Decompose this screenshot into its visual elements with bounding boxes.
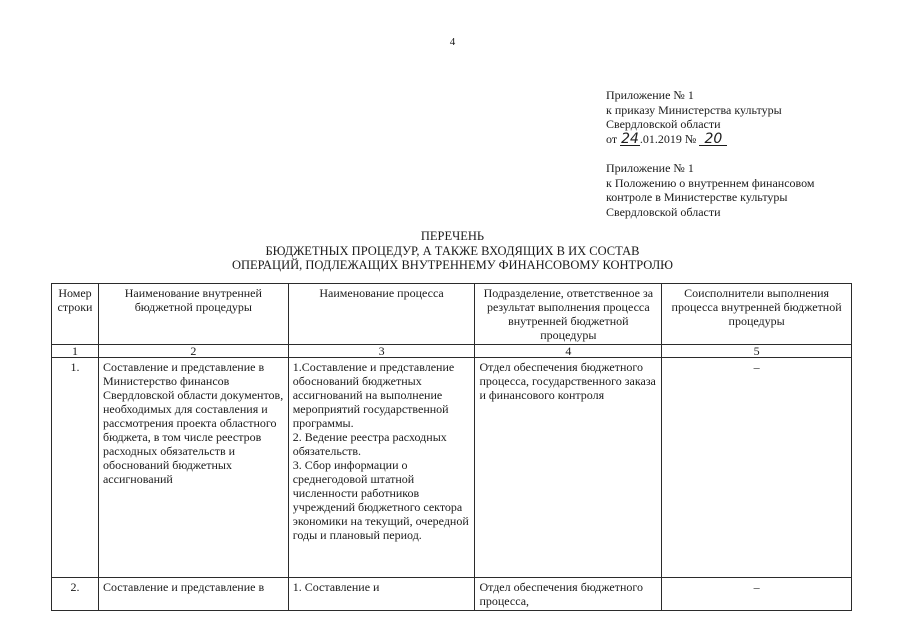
department-cell: Отдел обеспечения бюджетного процесса, государственного заказа и финансового контроля [475,358,662,578]
table-row [52,358,852,578]
procedures-table [51,283,852,611]
title-line-2: БЮДЖЕТНЫХ ПРОЦЕДУР, А ТАКЖЕ ВХОДЯЩИХ В ИХ СОСТАВ [265,243,640,258]
procedure-cell: Составление и представление в Министерство финансов Свердловской области документов, необходимых для составления и рассмотрения проекта областного бюджета, в том числе реестров расходных обязательств и обоснований бюджетных ассигнований [98,358,288,578]
row-number-cell: 1. [52,358,99,578]
appendix-regulation-block [606,161,815,219]
appendix-order-line3: Свердловской области [606,117,721,131]
column-number: 1 [52,345,99,358]
process-item: 2. Ведение реестра расходных обязательств. [292,430,447,458]
process-cell [288,358,475,578]
handwritten-date-day: 24 [621,130,639,147]
title-line-1: ПЕРЕЧЕНЬ [420,229,485,243]
document-title [0,229,905,273]
process-item: 1.Составление и представление обоснований бюджетных ассигнований на выполнение мероприятий государственной программы. [292,360,455,430]
appendix-order-block [606,88,782,146]
row-number-cell: 2. [52,578,99,611]
date-rest: .01.2019 № [639,131,697,146]
handwritten-order-number: 20 [699,133,727,146]
header-process-name: Наименование процесса [288,284,475,345]
column-number: 5 [662,345,852,358]
co-executors-cell: – [662,578,852,611]
appendix-regulation-line4: Свердловской области [606,204,721,219]
appendix-order-line2: к приказу Министерства культуры [606,102,782,117]
page-number: 4 [449,36,456,48]
co-executors-cell: – [662,358,852,578]
header-co-executors: Соисполнители выполнения процесса внутренней бюджетной процедуры [662,284,852,345]
process-cell: 1. Составление и [288,578,475,611]
department-cell: Отдел обеспечения бюджетного процесса, [475,578,662,611]
appendix-regulation-line3: контроле в Министерстве культуры [606,190,788,204]
appendix-order-title: Приложение № 1 [606,88,694,102]
header-row-number: Номер строки [52,284,99,345]
process-item: 3. Сбор информации о среднегодовой штатной численности работников учреждений бюджетного сектора экономики на текущий, очередной годы и плановый период. [292,458,469,542]
column-number: 3 [288,345,475,358]
title-line-3: ОПЕРАЦИЙ, ПОДЛЕЖАЩИХ ВНУТРЕННЕМУ ФИНАНСОВОМУ КОНТРОЛЮ [231,258,674,272]
procedure-cell: Составление и представление в [98,578,288,611]
column-number-row [52,345,852,358]
table-row [52,578,852,611]
header-responsible-department: Подразделение, ответственное за результат выполнения процесса внутренней бюджетной процедуры [475,284,662,345]
table-header-row [52,284,852,345]
date-prefix: от [606,131,618,146]
appendix-regulation-title: Приложение № 1 [606,161,694,175]
column-number: 2 [98,345,288,358]
header-procedure-name: Наименование внутренней бюджетной процедуры [98,284,288,345]
appendix-regulation-line2: к Положению о внутреннем финансовом [606,175,815,190]
appendix-order-date-line [606,132,782,147]
column-number: 4 [475,345,662,358]
